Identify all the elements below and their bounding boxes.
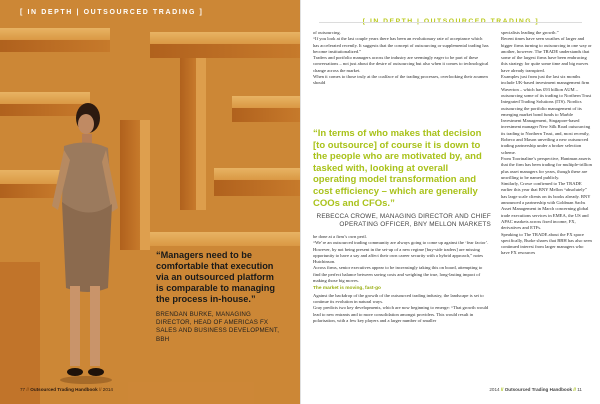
- left-footer-year: 2014: [102, 387, 113, 392]
- left-footer-separator-1: //: [26, 387, 29, 392]
- right-column: [501, 30, 593, 257]
- paragraph: specialists leading the growth.”: [501, 30, 559, 35]
- header-rule: [319, 22, 582, 23]
- right-page-number: 11: [577, 387, 582, 392]
- right-page: [300, 0, 600, 404]
- right-footer: [489, 387, 582, 392]
- pull-quote-attribution: REBECCA CROWE, MANAGING DIRECTOR AND CHIEF OPERATING OFFICER, BNY MELLON MARKETS: [316, 213, 491, 229]
- left-header: [0, 0, 300, 24]
- right-footer-separator-1: //: [500, 387, 504, 392]
- left-footer-publication: Outsourced Trading Handbook: [30, 387, 98, 392]
- paragraph: Examples just from just the last six months include UK-based investment management firm Waverton – which has £93 billion AUM – outsourcing some of its trading to Northern Trust Integrated Trading Solutions (ITS). Nordics outsourcing the portfolio management of its emerging market bond funds to Marble Investment Management, Singapore-based investment manager New Silk Road outsourcing its trading to Northern Trust, and, most recently, Robeco and Mason unveiling a new outsourced trading partnership under a broker selection scheme.: [501, 74, 592, 155]
- right-footer-separator-2: //: [573, 387, 576, 392]
- left-quote-text: “Managers need to be comfortable that execution via an outsourced platform is comparable to managing the process in-house.”: [156, 250, 275, 304]
- right-pull-quote: [313, 128, 491, 229]
- paragraph: Traders and portfolio managers across the industry are seemingly eager to be part of these conversations – not just about the desire of outsourcing but also when it comes to technological change across the market.: [313, 55, 489, 73]
- left-header-text: [ IN DEPTH | OUTSOURCED TRADING ]: [20, 8, 204, 16]
- paragraph: Gray predicts two key developments, which are now beginning to emerge: “That growth would lead to new entrants and to more consolidation amongst providers. This would result in polarisation, with a few key players and a larger number of smaller: [313, 305, 489, 323]
- paragraph: “If you look at the last couple years there has been an evolutionary rate of acceptance which has accelerated recently. It suggests that the concept of outsourcing or supplemental trading has become institutionalized.”: [313, 36, 489, 54]
- woman-figure: [42, 96, 124, 386]
- left-quote-attribution: BRENDAN BURKE, MANAGING DIRECTOR, HEAD OF AMERICAS FX SALES AND BUSINESS DEVELOPMENT, BBH: [156, 311, 280, 343]
- paragraph: “We’re an outsourced trading community are always going to come up against the ‘fear factor’. However, by not being present in the set-up of a new regime [buy-side traders] are missing opportunity to have a say and affect their own career security with a hybrid approach,” notes Hutchinson.: [313, 240, 489, 265]
- paragraph: When it comes to those truly at the coalface of the trading processes, overlooking their acumen should: [313, 74, 488, 86]
- right-footer-year: 2014: [489, 387, 500, 392]
- left-page-number: 77: [20, 387, 26, 392]
- middle-column-top: [313, 30, 489, 87]
- right-header: [301, 10, 600, 28]
- paragraph: Against the backdrop of the growth of the outsourced trading industry, the landscape is set to continue its evolution in natural ways.: [313, 292, 484, 304]
- left-footer-separator-2: //: [98, 387, 102, 392]
- right-footer-publication: Outsourced Trading Handbook: [504, 387, 573, 392]
- paragraph: of outsourcing.: [313, 30, 341, 35]
- left-pull-quote: [156, 250, 282, 344]
- paragraph: Similarly, Crowe confirmed to The TRADE earlier this year that BNY Mellon “absolutely” has large scale clients on its books already. BNY announced a partnership with Goldman Sachs Asset Management in March concerning global trade executions services in EMEA, the US and APAC markets across fixed income, FX, derivatives and ETFs.: [501, 181, 591, 231]
- paragraph: Recent times have seen swathes of larger and bigger firms turning to outsourcing in one way or another, however. The TRADE understands that some of the largest firms have been embracing this strategy for quite some time and big moves have already transpired.: [501, 36, 592, 73]
- middle-column-bottom: [313, 234, 489, 324]
- pull-quote-text: “In terms of who makes that decision [to outsource] of course it is down to the people who are motivated by, and tasked with, looking at overall operating model transformation and cost efficiency – which are generally COOs and CFOs.”: [313, 128, 482, 209]
- paragraph: Speaking to The TRADE about the FX space specifically, Burke shares that BBH has also seen continued interest from larger managers who have FX resources: [501, 231, 592, 256]
- paragraph: From Toorinaline’s perspective, Hantman asserts that the firm has been trading for multiple-trillion plus asset managers for years, though these are unwilling to be named publicly.: [501, 155, 592, 180]
- left-footer: [20, 387, 113, 392]
- section-subhead: The market is moving, fast-go: [313, 286, 381, 292]
- paragraph: be done at a firm’s own peril.: [313, 234, 367, 239]
- paragraph: Across firms, senior executives appear to be increasingly taking this on board, attempting to find the perfect balance between saving costs and weighing the true, long-lasting impact of making those big moves.: [313, 265, 483, 284]
